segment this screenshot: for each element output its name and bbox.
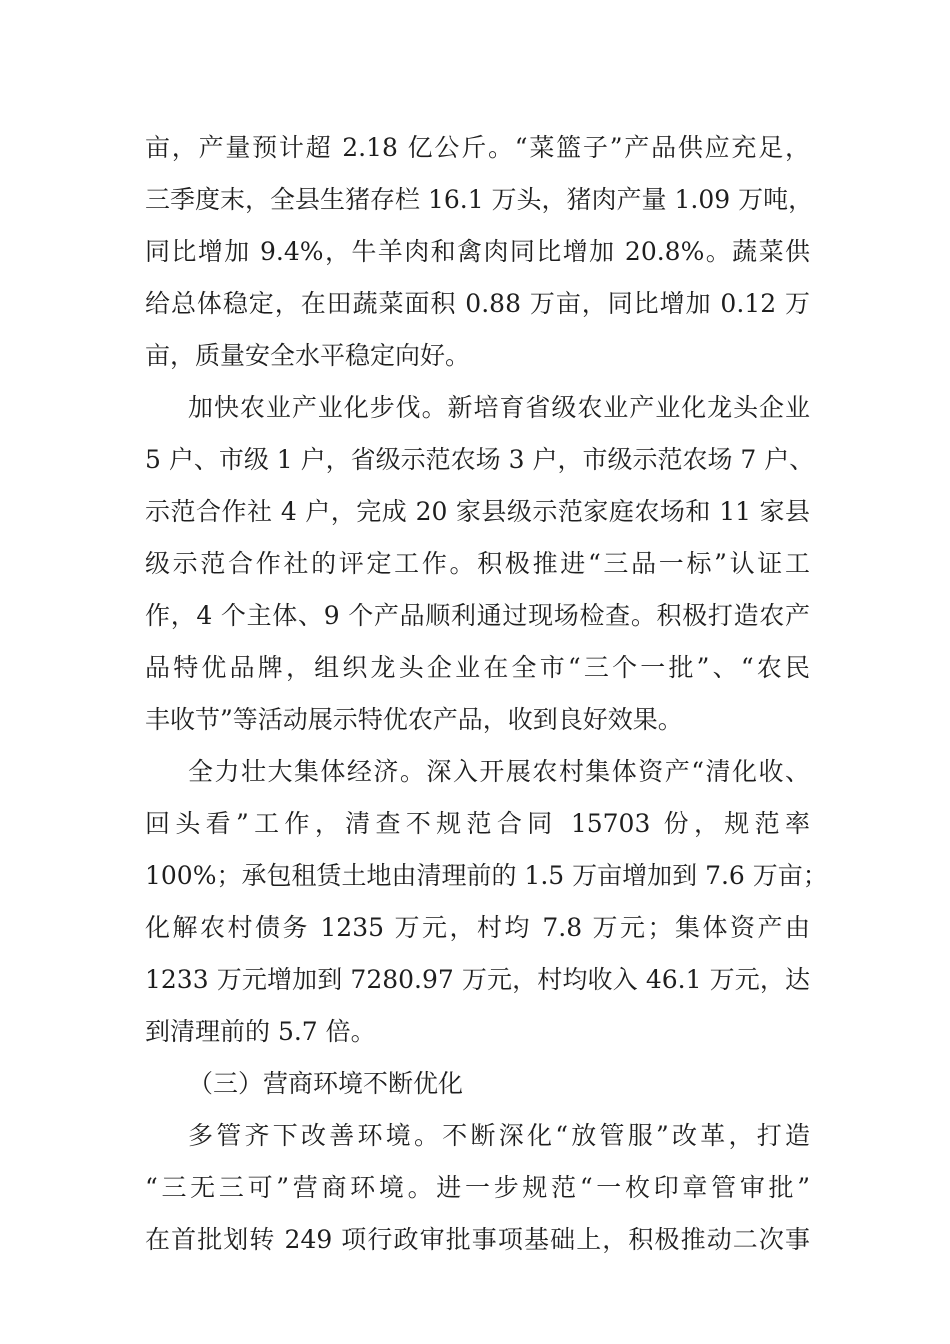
paragraph-heading-line: 加快农业产业化步伐。新培育省级农业产业化龙头企业 <box>188 393 810 422</box>
text-line: 三季度末，全县生猪存栏 16.1 万头，猪肉产量 1.09 万吨， <box>145 185 814 214</box>
text-line: 1233 万元增加到 7280.97 万元，村均收入 46.1 万元，达 <box>145 965 810 994</box>
text-line: 给总体稳定，在田蔬菜面积 0.88 万亩，同比增加 0.12 万 <box>145 289 810 318</box>
text-line: 到清理前的 5.7 倍。 <box>145 1017 376 1046</box>
text-line: 5 户、市级 1 户，省级示范农场 3 户，市级示范农场 7 户、 <box>145 445 815 474</box>
text-line: 同比增加 9.4%，牛羊肉和禽肉同比增加 20.8%。蔬菜供 <box>145 237 810 266</box>
text-line: “三无三可”营商环境。进一步规范“一枚印章管审批” <box>145 1173 810 1202</box>
text-line: 回头看”工作，清查不规范合同 15703 份，规范率 <box>145 809 810 838</box>
text-line: 示范合作社 4 户，完成 20 家县级示范家庭农场和 11 家县 <box>145 497 810 526</box>
text-line: 在首批划转 249 项行政审批事项基础上，积极推动二次事 <box>145 1225 810 1254</box>
text-line: 亩，质量安全水平稳定向好。 <box>145 341 471 370</box>
text-line: 作，4 个主体、9 个产品顺利通过现场检查。积极打造农产 <box>145 601 810 630</box>
section-heading: （三）营商环境不断优化 <box>188 1069 464 1098</box>
text-line: 亩，产量预计超 2.18 亿公斤。“菜篮子”产品供应充足， <box>145 133 810 162</box>
paragraph-heading-line: 多管齐下改善环境。不断深化“放管服”改革，打造 <box>188 1121 810 1150</box>
text-line: 丰收节”等活动展示特优农产品，收到良好效果。 <box>145 705 683 734</box>
text-line: 品特优品牌，组织龙头企业在全市“三个一批”、“农民 <box>145 653 810 682</box>
text-line: 100%；承包租赁土地由清理前的 1.5 万亩增加到 7.6 万亩； <box>145 861 828 890</box>
text-line: 级示范合作社的评定工作。积极推进“三品一标”认证工 <box>145 549 810 578</box>
paragraph-heading-line: 全力壮大集体经济。深入开展农村集体资产“清化收、 <box>188 757 810 786</box>
text-line: 化解农村债务 1235 万元，村均 7.8 万元；集体资产由 <box>145 913 810 942</box>
